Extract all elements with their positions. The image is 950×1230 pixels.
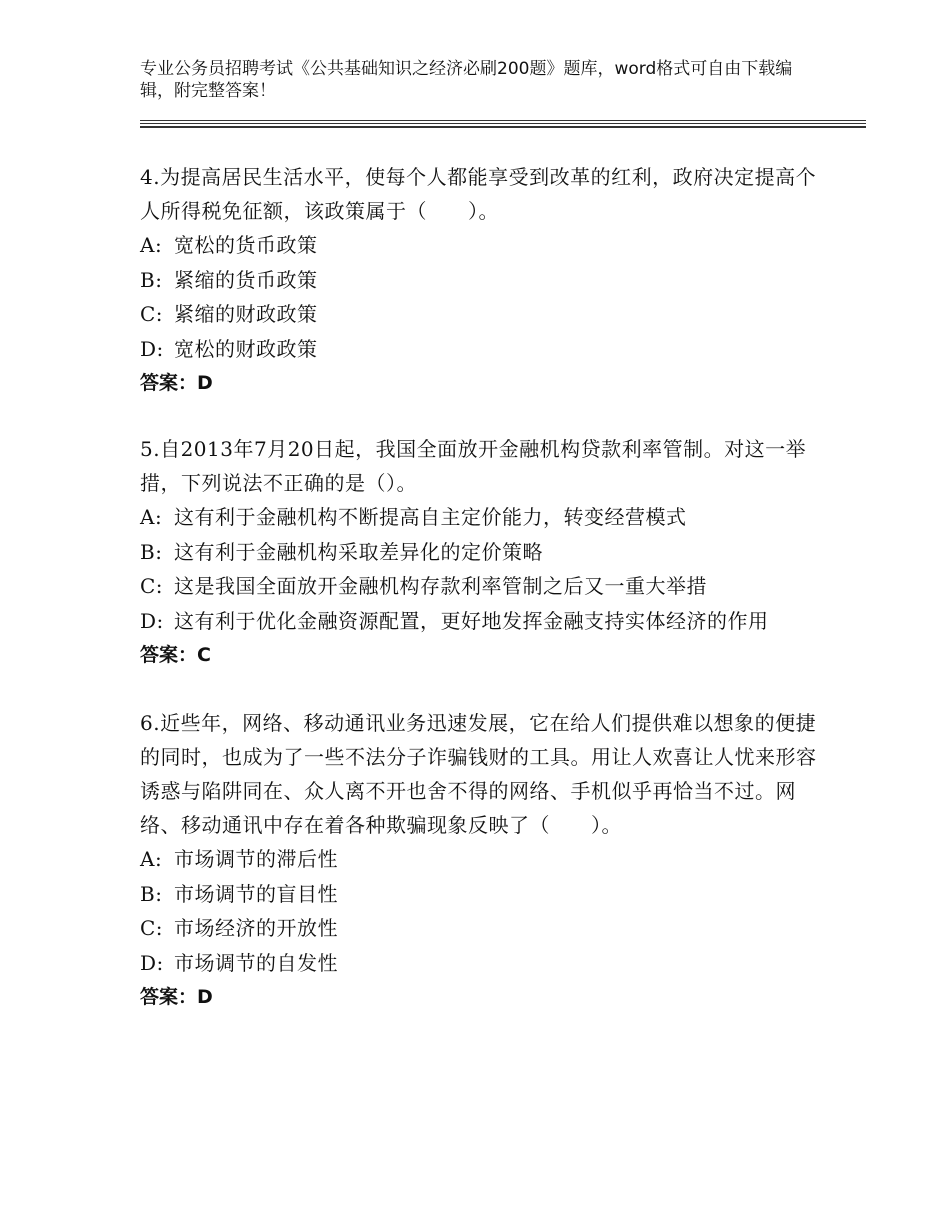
- option-letter: B:: [140, 267, 163, 292]
- option-letter: C:: [140, 302, 164, 326]
- option-letter: A:: [140, 847, 163, 871]
- question-6: [140, 706, 820, 1014]
- option-d[interactable]: [140, 946, 820, 981]
- option-text: 紧缩的货币政策: [174, 267, 318, 292]
- option-d[interactable]: [140, 332, 820, 367]
- option-text: 宽松的财政政策: [174, 336, 318, 361]
- option-letter: C:: [140, 916, 164, 940]
- question-5: [140, 432, 820, 672]
- answer-label: 答案：D: [140, 372, 213, 394]
- option-text: 市场调节的盲目性: [174, 881, 338, 906]
- option-b[interactable]: [140, 263, 820, 298]
- option-a[interactable]: [140, 842, 820, 877]
- question-stem: 6.近些年，网络、移动通讯业务迅速发展，它在给人们提供难以想象的便捷的同时，也成为了一些不法分子诈骗钱财的工具。用让人欢喜让人忧来形容诱惑与陷阱同在、众人离不开也舍不得的网络、手机似乎再恰当不过。网络、移动通讯中存在着各种欺骗现象反映了（ ）。: [140, 711, 817, 837]
- option-a[interactable]: [140, 228, 820, 263]
- question-stem: 4.为提高居民生活水平，使每个人都能享受到改革的红利，政府决定提高个人所得税免征额，该政策属于（ ）。: [140, 165, 817, 223]
- option-text: 市场调节的滞后性: [174, 847, 338, 871]
- header-divider: [140, 126, 866, 128]
- answer-label: 答案：C: [140, 644, 211, 666]
- option-letter: D:: [140, 950, 164, 975]
- document-header: 专业公务员招聘考试《公共基础知识之经济必刷200题》题库，word格式可自由下载编辑，附完整答案！: [140, 59, 793, 101]
- option-c[interactable]: [140, 297, 820, 332]
- option-text: 这有利于金融机构采取差异化的定价策略: [174, 539, 543, 564]
- option-c[interactable]: [140, 911, 820, 946]
- answer-label: 答案：D: [140, 986, 213, 1008]
- option-a[interactable]: [140, 500, 820, 535]
- option-letter: D:: [140, 336, 164, 361]
- option-text: 市场经济的开放性: [174, 916, 338, 940]
- option-letter: D:: [140, 608, 164, 633]
- header-divider: [140, 123, 866, 124]
- option-letter: A:: [140, 505, 163, 529]
- header-divider: [140, 120, 866, 121]
- option-c[interactable]: [140, 569, 820, 604]
- option-b[interactable]: [140, 535, 820, 570]
- question-stem: 5.自2013年7月20日起，我国全面放开金融机构贷款利率管制。对这一举措，下列说法不正确的是（）。: [140, 437, 807, 495]
- option-d[interactable]: [140, 604, 820, 639]
- option-text: 市场调节的自发性: [174, 950, 338, 975]
- option-letter: C:: [140, 574, 164, 598]
- option-text: 这是我国全面放开金融机构存款利率管制之后又一重大举措: [174, 574, 707, 598]
- question-4: [140, 160, 820, 400]
- option-text: 紧缩的财政政策: [174, 302, 318, 326]
- option-letter: B:: [140, 881, 163, 906]
- option-b[interactable]: [140, 877, 820, 912]
- option-text: 这有利于优化金融资源配置，更好地发挥金融支持实体经济的作用: [174, 608, 769, 633]
- option-letter: A:: [140, 233, 163, 257]
- option-text: 宽松的货币政策: [174, 233, 318, 257]
- option-letter: B:: [140, 539, 163, 564]
- option-text: 这有利于金融机构不断提高自主定价能力，转变经营模式: [174, 505, 687, 529]
